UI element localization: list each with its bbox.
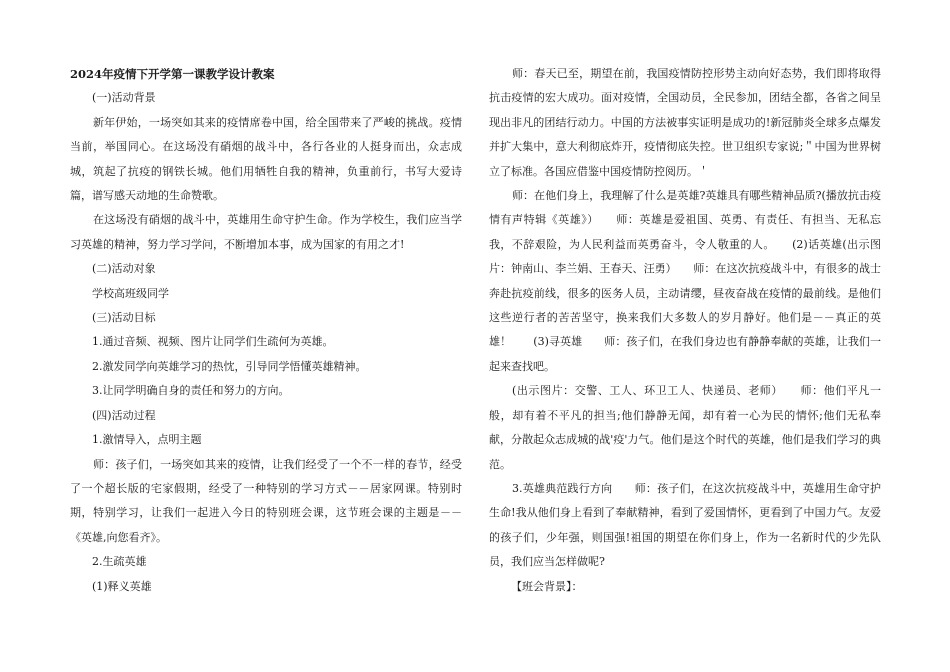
- paragraph: 新年伊始，一场突如其来的疫情席卷中国，给全国带来了严峻的挑战。疫情当前，举国同心。在这场没有硝烟的战斗中，各行各业的人挺身而出，众志成城，筑起了抗疫的钢铁长城。他们用牺牲自我的精神，负重前行，书写大爱诗篇，谱写感天动地的生命赞歌。: [70, 115, 462, 203]
- paragraph: 师：春天已至，期望在前，我国疫情防控形势主动向好态势，我们即将取得抗击疫情的宏大成功。面对疫情，全国动员，全民参加，团结全都，各省之间呈现出非凡的团结行动力。中国的方法被事实证明是成功的!新冠肺炎全球多点爆发并扩大集中，意大利彻底炸开，疫情彻底失控。世卫组织专家说;＂中国为世界树立了标准。各国应借鉴中国疫情防控阅历。＇: [489, 67, 881, 178]
- right-column: [489, 62, 881, 599]
- paragraph: 学校高班级同学: [92, 286, 169, 300]
- subheading: (1)释义英雄: [92, 579, 152, 593]
- paragraph: 师：在他们身上，我理解了什么是英雄?英雄具有哪些精神品质?(播放抗击疫情有声特辑《英雄》） 师：英雄是爱祖国、英勇、有责任、有担当、无私忘我，不辞艰险，为人民利益而英勇奋斗，令人敬重的人。 (2)话英雄(出示图片：钟南山、李兰娟、王春天、汪勇） 师：在这次抗疫战斗中，有很多的战士奔赴抗疫前线，很多的医务人员，主动请缨，昼夜奋战在疫情的最前线。是他们这些逆行者的苦苦坚守，换来我们大多数人的岁月静好。他们是－－真正的英雄！ (3)寻英雄 师：孩子们，在我们身边也有静静奉献的英雄，让我们一起来查找吧。: [489, 189, 881, 373]
- subheading: 1.激情导入，点明主题: [92, 433, 202, 447]
- subheading: 2.生疏英雄: [92, 555, 147, 569]
- section-heading-audience: (二)活动对象: [92, 262, 156, 276]
- section-heading-background: (一)活动背景: [92, 91, 156, 105]
- paragraph: 在这场没有硝烟的战斗中，英雄用生命守护生命。作为学校生，我们应当学习英雄的精神，努力学习学问，不断增加本事，成为国家的有用之才!: [70, 213, 462, 251]
- paragraph: 3.英雄典范践行方向 师：孩子们，在这次抗疫战斗中，英雄用生命守护生命!我从他们身上看到了奉献精神，看到了爱国情怀，更看到了中国力气。友爱的孩子们，少年强，则国强!祖国的期望在你们身上，作为一名新时代的少先队员，我们应当怎样做呢?: [489, 481, 881, 569]
- section-heading-goals: (三)活动目标: [92, 311, 156, 325]
- list-item: 3.让同学明确自身的责任和努力的方向。: [92, 384, 290, 398]
- paragraph: 师：孩子们，一场突如其来的疫情，让我们经受了一个不一样的春节，经受了一个超长版的宅家假期，经受了一种特别的学习方式－－居家网课。特别时期，特别学习，让我们一起进入今日的特别班会课，这节班会课的主题是－－《英雄,向您看齐》。: [70, 457, 462, 544]
- section-heading-class-meeting: 【班会背景】：: [511, 579, 583, 593]
- list-item: 1.通过音频、视频、图片让同学们生疏何为英雄。: [92, 335, 334, 349]
- left-column: [70, 62, 462, 599]
- list-item: 2.激发同学向英雄学习的热忱，引导同学悟懂英雄精神。: [92, 359, 367, 373]
- document-title: 2024年疫情下开学第一课教学设计教案: [70, 67, 275, 81]
- section-heading-process: (四)活动过程: [92, 408, 156, 422]
- paragraph: (出示图片：交警、工人、环卫工人、快递员、老师） 师：他们平凡一般，却有着不平凡的担当;他们静静无闻，却有着一心为民的情怀;他们无私奉献，分散起众志成城的战'疫'力气。他们是这个时代的英雄，他们是我们学习的典范。: [489, 384, 881, 471]
